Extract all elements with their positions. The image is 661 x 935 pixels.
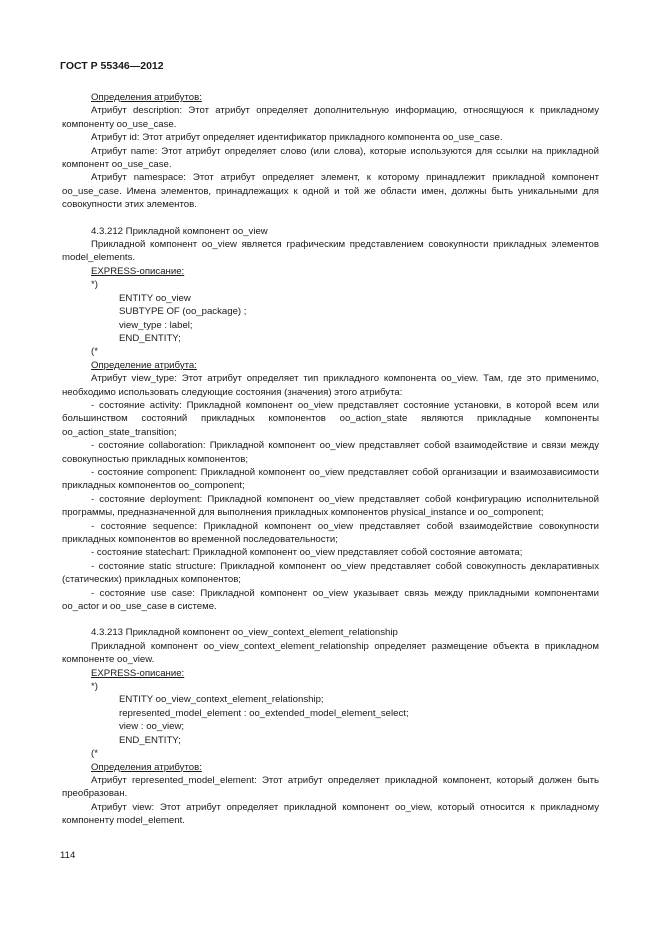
standard-header: ГОСТ Р 55346—2012 [60, 60, 164, 72]
section-title: 4.3.212 Прикладной компонент oo_view [91, 225, 268, 237]
list-item: - состояние component: Прикладной компонент oo_view представляет собой организации и взаимозависимости прикладных компонентов oo_component; [62, 466, 599, 492]
list-item: - состояние static structure: Прикладной компонент oo_view представляет собой совокупность декларативных (статических) прикладных компонентов; [62, 560, 599, 586]
express-label: EXPRESS-описание: [91, 667, 185, 679]
code-line: represented_model_element : oo_extended_model_element_select; [119, 707, 409, 719]
list-item: - состояние statechart: Прикладной компонент oo_view представляет собой состояние автомата; [91, 547, 523, 559]
attribute-heading: Определение атрибута: [91, 359, 197, 371]
paragraph: Атрибут id: Этот атрибут определяет идентификатор прикладного компонента oo_use_case. [91, 132, 503, 144]
section-intro: Прикладной компонент oo_view_context_element_relationship определяет размещение объекта в прикладном компоненте oo_view. [62, 640, 599, 666]
code-line: ENTITY oo_view [119, 292, 191, 304]
attributes-heading: Определения атрибутов: [91, 761, 202, 773]
code-close: (* [91, 346, 98, 358]
document-body [62, 91, 599, 828]
paragraph: Атрибут name: Этот атрибут определяет слово (или слова), которые используются для ссылки на прикладной компонент oo_use_case. [62, 145, 599, 171]
list-item: - состояние sequence: Прикладной компонент oo_view представляет собой взаимодействие совокупности прикладных компонентов во временной последовательности; [62, 520, 599, 545]
code-line: END_ENTITY; [119, 332, 181, 344]
section-title: 4.3.213 Прикладной компонент oo_view_context_element_relationship [91, 627, 398, 639]
code-line: view_type : label; [119, 319, 193, 331]
list-item: - состояние collaboration: Прикладной компонент oo_view представляет собой взаимодействие и связи между совокупностью прикладных компонентов; [62, 440, 599, 465]
list-item: - состояние activity: Прикладной компонент oo_view представляет состояние установки, в которой всем или большинством состояний прикладных компонентов oo_action_state являются прикладные компоненты oo_action_state_transition; [62, 399, 599, 438]
code-line: END_ENTITY; [119, 734, 181, 746]
paragraph: Атрибут namespace: Этот атрибут определяет элемент, к которому принадлежит прикладной компонент oo_use_case. Имена элементов, принадлежащих к одной и той же области имен, должны быть уникальными для совокупности этих элементов. [62, 172, 599, 211]
paragraph: Атрибут view_type: Этот атрибут определяет тип прикладного компонента oo_view. Там, где это применимо, необходимо использовать следующие состояния (значения) этого атрибута: [62, 373, 599, 398]
express-label: EXPRESS-описание: [91, 265, 185, 277]
code-line: SUBTYPE OF (oo_package) ; [119, 306, 247, 318]
code-line: view : oo_view; [119, 721, 185, 733]
list-item: - состояние use case: Прикладной компонент oo_view указывает связь между прикладными компонентами oo_actor и oo_use_case в системе. [62, 587, 599, 613]
section-intro: Прикладной компонент oo_view является графическим представлением совокупности прикладных элементов model_elements. [62, 239, 599, 264]
page-number: 114 [60, 850, 76, 861]
code-close: (* [91, 748, 98, 760]
code-line: ENTITY oo_view_context_element_relationship; [119, 694, 324, 706]
list-item: - состояние deployment: Прикладной компонент oo_view представляет собой конфигурацию исполнительной программы, предназначенной для выполнения прикладных компонентов physical_instance и oo_component; [62, 493, 599, 519]
code-open: *) [91, 681, 98, 693]
paragraph: Атрибут description: Этот атрибут определяет дополнительную информацию, относящуюся к прикладному компоненту oo_use_case. [62, 105, 599, 130]
code-open: *) [91, 279, 98, 291]
attributes-heading: Определения атрибутов: [91, 92, 202, 103]
paragraph: Атрибут view: Этот атрибут определяет прикладной компонент oo_view, который относится к прикладному компоненту model_element. [62, 801, 599, 827]
paragraph: Атрибут represented_model_element: Этот атрибут определяет прикладной компонент, который должен быть преобразован. [62, 774, 599, 800]
